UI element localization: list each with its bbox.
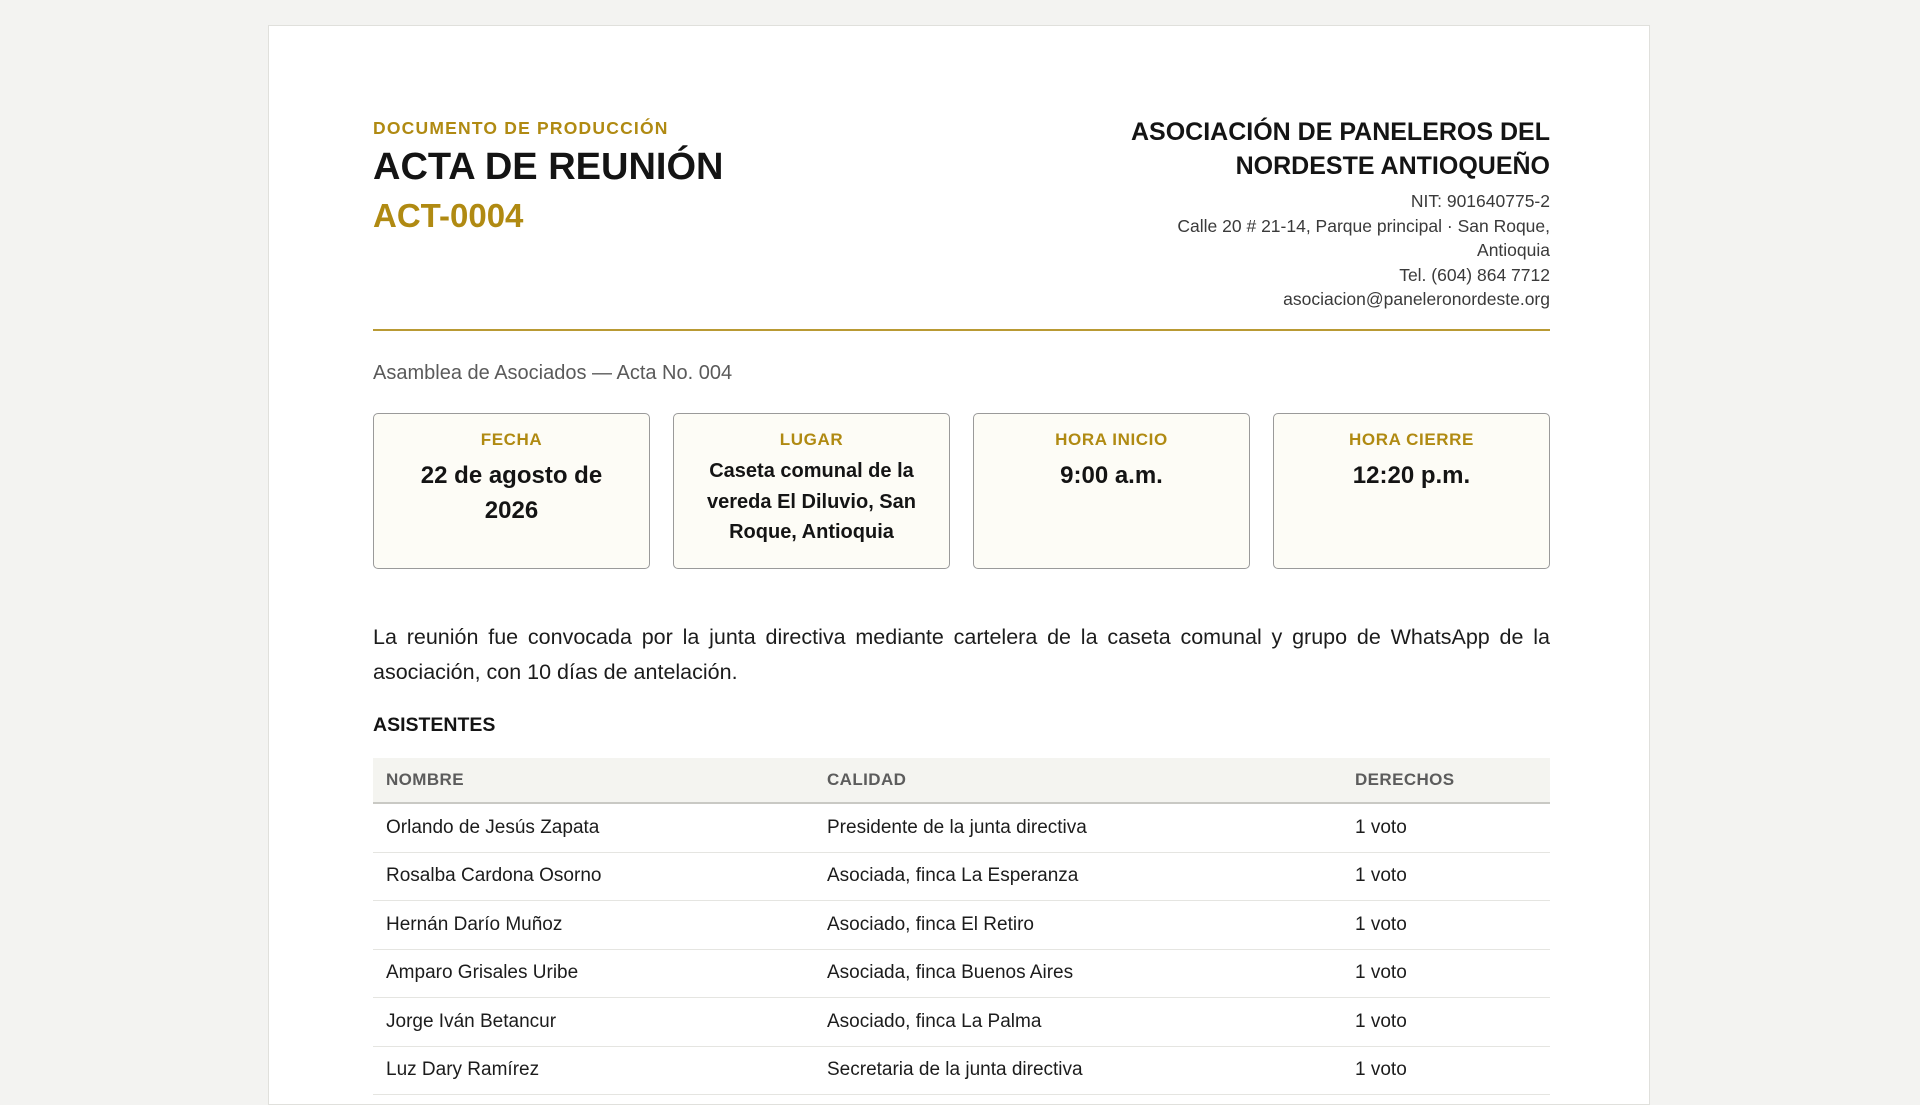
info-card-label: HORA CIERRE xyxy=(1349,430,1474,449)
table-row xyxy=(373,998,1550,1047)
organization-name-line2: NORDESTE ANTIOQUEÑO xyxy=(1235,152,1550,180)
cell-derechos: 1 voto xyxy=(1342,1046,1550,1095)
attendees-table xyxy=(373,758,1550,1095)
meeting-info-cards xyxy=(373,413,1550,569)
meeting-subtitle: Asamblea de Asociados — Acta No. 004 xyxy=(373,362,733,384)
cell-nombre: Jorge Iván Betancur xyxy=(373,998,814,1047)
info-card-hora-cierre xyxy=(1273,413,1550,569)
cell-nombre: Amparo Grisales Uribe xyxy=(373,949,814,998)
organization-nit: NIT: 901640775-2 xyxy=(1410,191,1550,211)
info-card-label: FECHA xyxy=(480,430,543,449)
organization-name xyxy=(990,115,1550,183)
meeting-intro-paragraph: La reunión fue convocada por la junta directiva mediante cartelera de la caseta comunal y grupo de WhatsApp de la asociación, con 10 días de antelación. xyxy=(373,625,1550,684)
organization-address-line1: Calle 20 # 21-14, Parque principal · San Roque, xyxy=(1177,215,1550,236)
info-card-lugar xyxy=(673,413,950,569)
info-card-value: 12:20 p.m. xyxy=(1352,462,1471,489)
organization-block xyxy=(990,115,1550,312)
info-card-value: 9:00 a.m. xyxy=(1060,462,1163,489)
cell-nombre: Hernán Darío Muñoz xyxy=(373,901,814,950)
document-kicker: DOCUMENTO DE PRODUCCIÓN xyxy=(373,118,669,138)
cell-calidad: Secretaria de la junta directiva xyxy=(814,1046,1342,1095)
column-header-nombre: NOMBRE xyxy=(373,758,814,803)
table-row xyxy=(373,949,1550,998)
header-divider xyxy=(373,329,1550,331)
attendees-section-title: ASISTENTES xyxy=(373,714,496,736)
cell-derechos: 1 voto xyxy=(1342,852,1550,901)
info-card-label: HORA INICIO xyxy=(1055,430,1168,449)
cell-calidad: Presidente de la junta directiva xyxy=(814,803,1342,852)
document-code: ACT-0004 xyxy=(373,197,524,234)
cell-nombre: Orlando de Jesús Zapata xyxy=(373,803,814,852)
cell-nombre: Luz Dary Ramírez xyxy=(373,1046,814,1095)
cell-derechos: 1 voto xyxy=(1342,998,1550,1047)
info-card-value: 22 de agosto de 2026 xyxy=(420,462,603,524)
table-row xyxy=(373,852,1550,901)
cell-calidad: Asociada, finca Buenos Aires xyxy=(814,949,1342,998)
cell-derechos: 1 voto xyxy=(1342,949,1550,998)
table-header-row xyxy=(373,758,1550,803)
info-card-label: LUGAR xyxy=(779,430,844,449)
cell-derechos: 1 voto xyxy=(1342,803,1550,852)
info-card-hora-inicio xyxy=(973,413,1250,569)
info-card-fecha xyxy=(373,413,650,569)
cell-nombre: Rosalba Cardona Osorno xyxy=(373,852,814,901)
column-header-derechos: DERECHOS xyxy=(1342,758,1550,803)
cell-calidad: Asociada, finca La Esperanza xyxy=(814,852,1342,901)
document-page xyxy=(268,25,1650,1105)
table-row xyxy=(373,803,1550,852)
organization-name-line1: ASOCIACIÓN DE PANELEROS DEL xyxy=(1130,118,1550,146)
cell-calidad: Asociado, finca El Retiro xyxy=(814,901,1342,950)
cell-derechos: 1 voto xyxy=(1342,901,1550,950)
info-card-value: Caseta comunal de la vereda El Diluvio, San Roque, Antioquia xyxy=(707,460,916,543)
cell-calidad: Asociado, finca La Palma xyxy=(814,998,1342,1047)
table-row xyxy=(373,1046,1550,1095)
table-row xyxy=(373,901,1550,950)
document-title: ACTA DE REUNIÓN xyxy=(373,146,724,188)
organization-phone: Tel. (604) 864 7712 xyxy=(1399,264,1550,285)
organization-email[interactable]: asociacion@paneleronordeste.org xyxy=(1283,289,1550,309)
column-header-calidad: CALIDAD xyxy=(814,758,1342,803)
organization-address-line2: Antioquia xyxy=(1477,240,1550,260)
